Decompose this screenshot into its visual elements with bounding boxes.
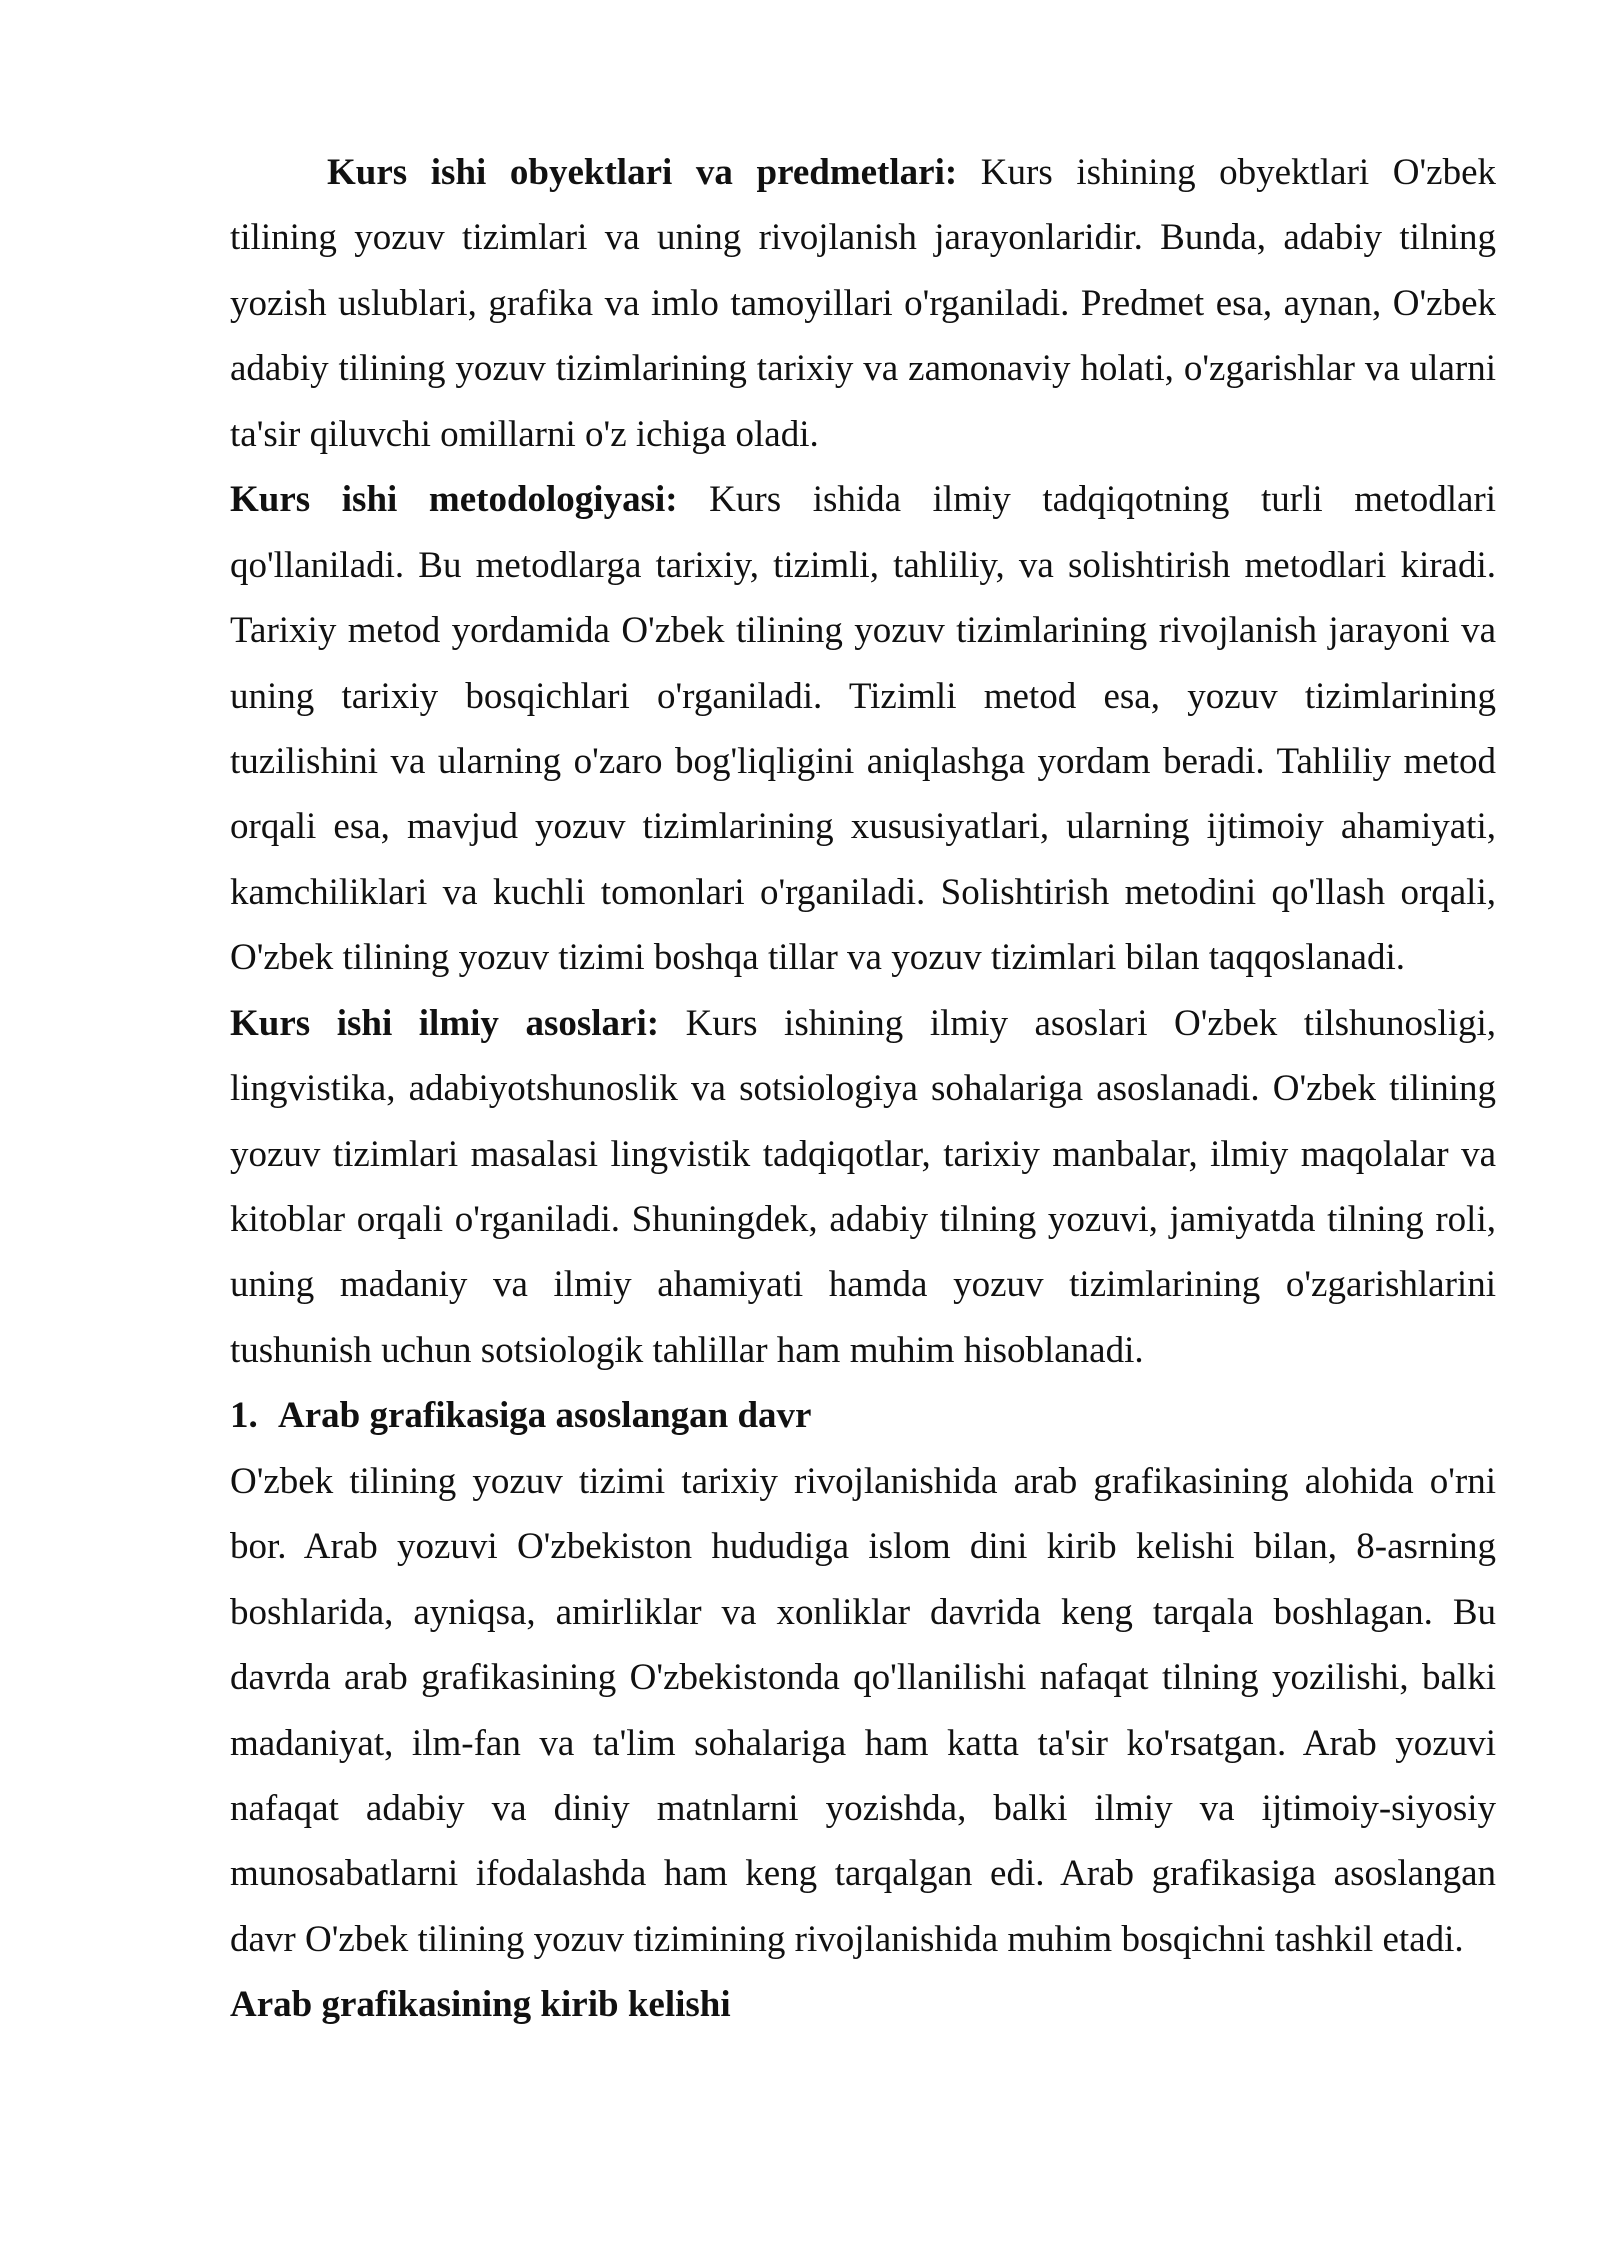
paragraph-arabic-script-period [230, 1449, 1600, 1973]
paragraph-scientific-basis [230, 991, 1600, 1384]
section-heading [230, 1383, 1496, 1448]
paragraph-line-text: Kurs ishining obyektlari O'zbek [980, 152, 1497, 193]
section-title: Arab grafikasiga asoslangan davr [278, 1395, 812, 1437]
paragraph-line: uning madaniy va ilmiy ahamiyati hamda yozuv tizimlarining o'zgarishlarini [230, 1264, 1496, 1306]
paragraph-line: tushunish uchun sotsiologik tahlillar ham muhim hisoblanadi. [230, 1329, 1144, 1371]
bold-lead-in: Kurs ishi ilmiy asoslari: [230, 1002, 660, 1044]
paragraph-line: kamchiliklari va kuchli tomonlari o'rganiladi. Solishtirish metodini qo'llash orqali, [230, 871, 1496, 913]
paragraph-methodology [230, 467, 1600, 991]
subsection-heading: Arab grafikasining kirib kelishi [230, 1984, 731, 2026]
paragraph-line: Tarixiy metod yordamida O'zbek tilining yozuv tizimlarining rivojlanish jarayoni va [230, 610, 1496, 652]
paragraph-line [230, 140, 1496, 205]
paragraph-line: bor. Arab yozuvi O'zbekiston hududiga islom dini kirib kelishi bilan, 8-asrning [230, 1526, 1496, 1568]
paragraph-line: adabiy tilining yozuv tizimlarining tarixiy va zamonaviy holati, o'zgarishlar va ularni [230, 348, 1496, 390]
paragraph-line: yozuv tizimlari masalasi lingvistik tadqiqotlar, tarixiy manbalar, ilmiy maqolalar va [230, 1133, 1496, 1175]
paragraph-line [230, 467, 1496, 532]
paragraph-line: O'zbek tilining yozuv tizimi boshqa tillar va yozuv tizimlari bilan taqqoslanadi. [230, 937, 1405, 979]
paragraph-line: madaniyat, ilm-fan va ta'lim sohalariga ham katta ta'sir ko'rsatgan. Arab yozuvi [230, 1722, 1496, 1764]
paragraph-line: qo'llaniladi. Bu metodlarga tarixiy, tizimli, tahliliy, va solishtirish metodlari kiradi. [230, 544, 1496, 586]
paragraph-line: uning tarixiy bosqichlari o'rganiladi. Tizimli metod esa, yozuv tizimlarining [230, 675, 1496, 717]
paragraph-line: davr O'zbek tilining yozuv tizimining rivojlanishida muhim bosqichni tashkil etadi. [230, 1918, 1464, 1960]
paragraph-line [230, 991, 1496, 1056]
paragraph-line: lingvistika, adabiyotshunoslik va sotsiologiya sohalariga asoslanadi. O'zbek tilining [230, 1068, 1496, 1110]
paragraph-line: orqali esa, mavjud yozuv tizimlarining xususiyatlari, ularning ijtimoiy ahamiyati, [230, 806, 1496, 848]
paragraph-line-text: Kurs ishida ilmiy tadqiqotning turli metodlari [709, 479, 1496, 521]
bold-lead-in: Kurs ishi obyektlari va predmetlari: [327, 152, 958, 193]
paragraph-line: nafaqat adabiy va diniy matnlarni yozishda, balki ilmiy va ijtimoiy-siyosiy [230, 1787, 1496, 1829]
paragraph-objects-subjects [230, 140, 1600, 467]
paragraph-line: ta'sir qiluvchi omillarni o'z ichiga oladi. [230, 413, 819, 455]
paragraph-line: yozish uslublari, grafika va imlo tamoyillari o'rganiladi. Predmet esa, aynan, O'zbek [230, 282, 1496, 324]
paragraph-line: tuzilishini va ularning o'zaro bog'liqligini aniqlashga yordam beradi. Tahliliy metod [230, 740, 1496, 782]
section-number: 1. [230, 1395, 258, 1437]
bold-lead-in: Kurs ishi metodologiyasi: [230, 479, 678, 521]
paragraph-line: kitoblar orqali o'rganiladi. Shuningdek, adabiy tilning yozuvi, jamiyatda tilning roli, [230, 1199, 1496, 1240]
paragraph-line: davrda arab grafikasining O'zbekistonda qo'llanilishi nafaqat tilning yozilishi, balki [230, 1657, 1496, 1699]
paragraph-line: munosabatlarni ifodalashda ham keng tarqalgan edi. Arab grafikasiga asoslangan [230, 1853, 1496, 1895]
paragraph-line: boshlarida, ayniqsa, amirliklar va xonliklar davrida keng tarqala boshlagan. Bu [230, 1591, 1496, 1633]
paragraph-line: tilining yozuv tizimlari va uning rivojlanish jarayonlaridir. Bunda, adabiy tilning [230, 217, 1496, 259]
paragraph-line-text: Kurs ishining ilmiy asoslari O'zbek tilshunosligi, [685, 1002, 1497, 1044]
paragraph-line: O'zbek tilining yozuv tizimi tarixiy rivojlanishida arab grafikasining alohida o'rni [230, 1460, 1496, 1502]
